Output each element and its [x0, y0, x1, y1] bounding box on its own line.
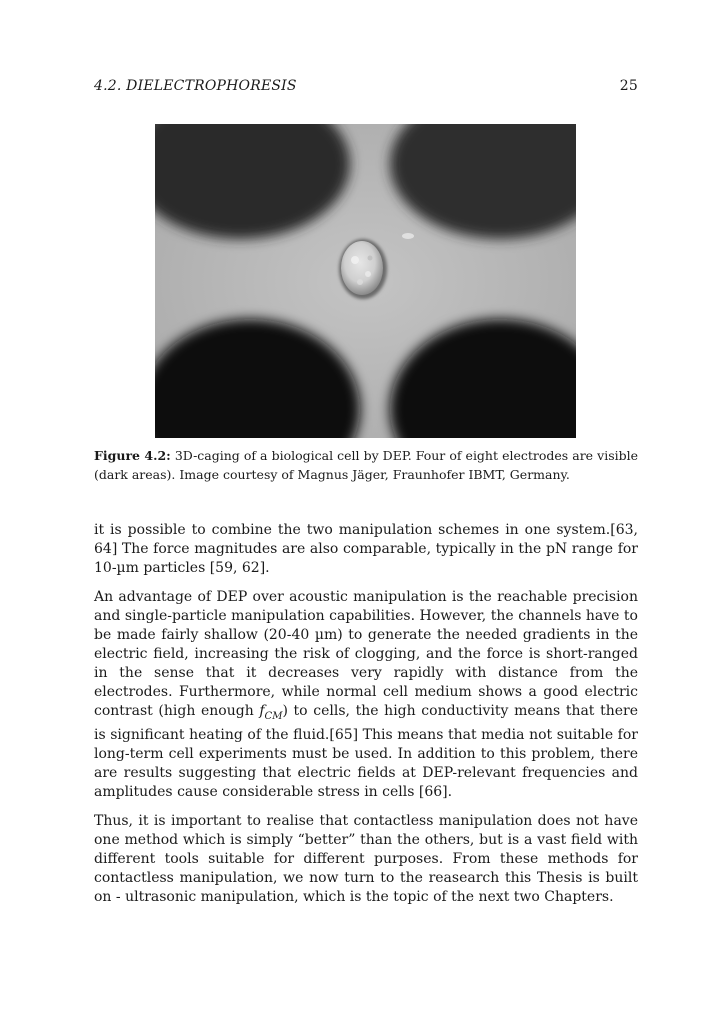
caption-text: 3D-caging of a biological cell by DEP. Four of eight electrodes are visible (dark areas). Image courtesy of Magnus Jäger, Fraunhofer IBMT, Germany. — [94, 448, 639, 482]
page-number: 25 — [619, 78, 638, 94]
paragraph-3: Thus, it is important to realise that contactless manipulation does not have one method which is simply “better” than the others, but is a vast field with different tools suitable for different purposes. From these methods for contactless manipulation, we now turn to the reasearch this Thesis is built on - ultrasonic manipulation, which is the topic of the next two Chapters. — [94, 812, 638, 905]
figure-label: Figure 4.2: — [94, 448, 171, 463]
microscope-image — [155, 124, 576, 438]
biological-cell — [339, 239, 387, 299]
paragraph-2-part-1: An advantage of DEP over acoustic manipulation is the reachable precision and single-particle manipulation capabilities. However, the channels have to be made fairly shallow (20-40 µm) to generate the needed gradients in the electric field, increasing the risk of clogging, and the force is short-ranged in the sense that it decreases very rapidly with distance from the electrodes. Furthermore, while normal cell medium shows a good electric contrast (high enough — [94, 589, 638, 719]
body-text — [94, 521, 638, 917]
figure-image — [155, 124, 576, 438]
figure-caption — [94, 446, 638, 484]
running-header — [94, 78, 638, 98]
f-cm-symbol — [259, 703, 283, 722]
section-title: 4.2. DIELECTROPHORESIS — [94, 78, 297, 94]
paragraph-2 — [94, 588, 638, 802]
f-cm-subscript: CM — [264, 710, 283, 722]
paragraph-1: it is possible to combine the two manipulation schemes in one system.[63, 64] The force magnitudes are also comparable, typically in the pN range for 10-µm particles [59, 62]. — [94, 522, 638, 576]
f-cm-base: f — [259, 703, 265, 719]
paragraph-2-part-2: ) to cells, the high conductivity means that there is significant heating of the fluid.[65] This means that media not suitable for long-term cell experiments must be used. In addition to this problem, there are results suggesting that electric fields at DEP-relevant frequencies and amplitudes cause considerable stress in cells [66]. — [94, 703, 638, 800]
